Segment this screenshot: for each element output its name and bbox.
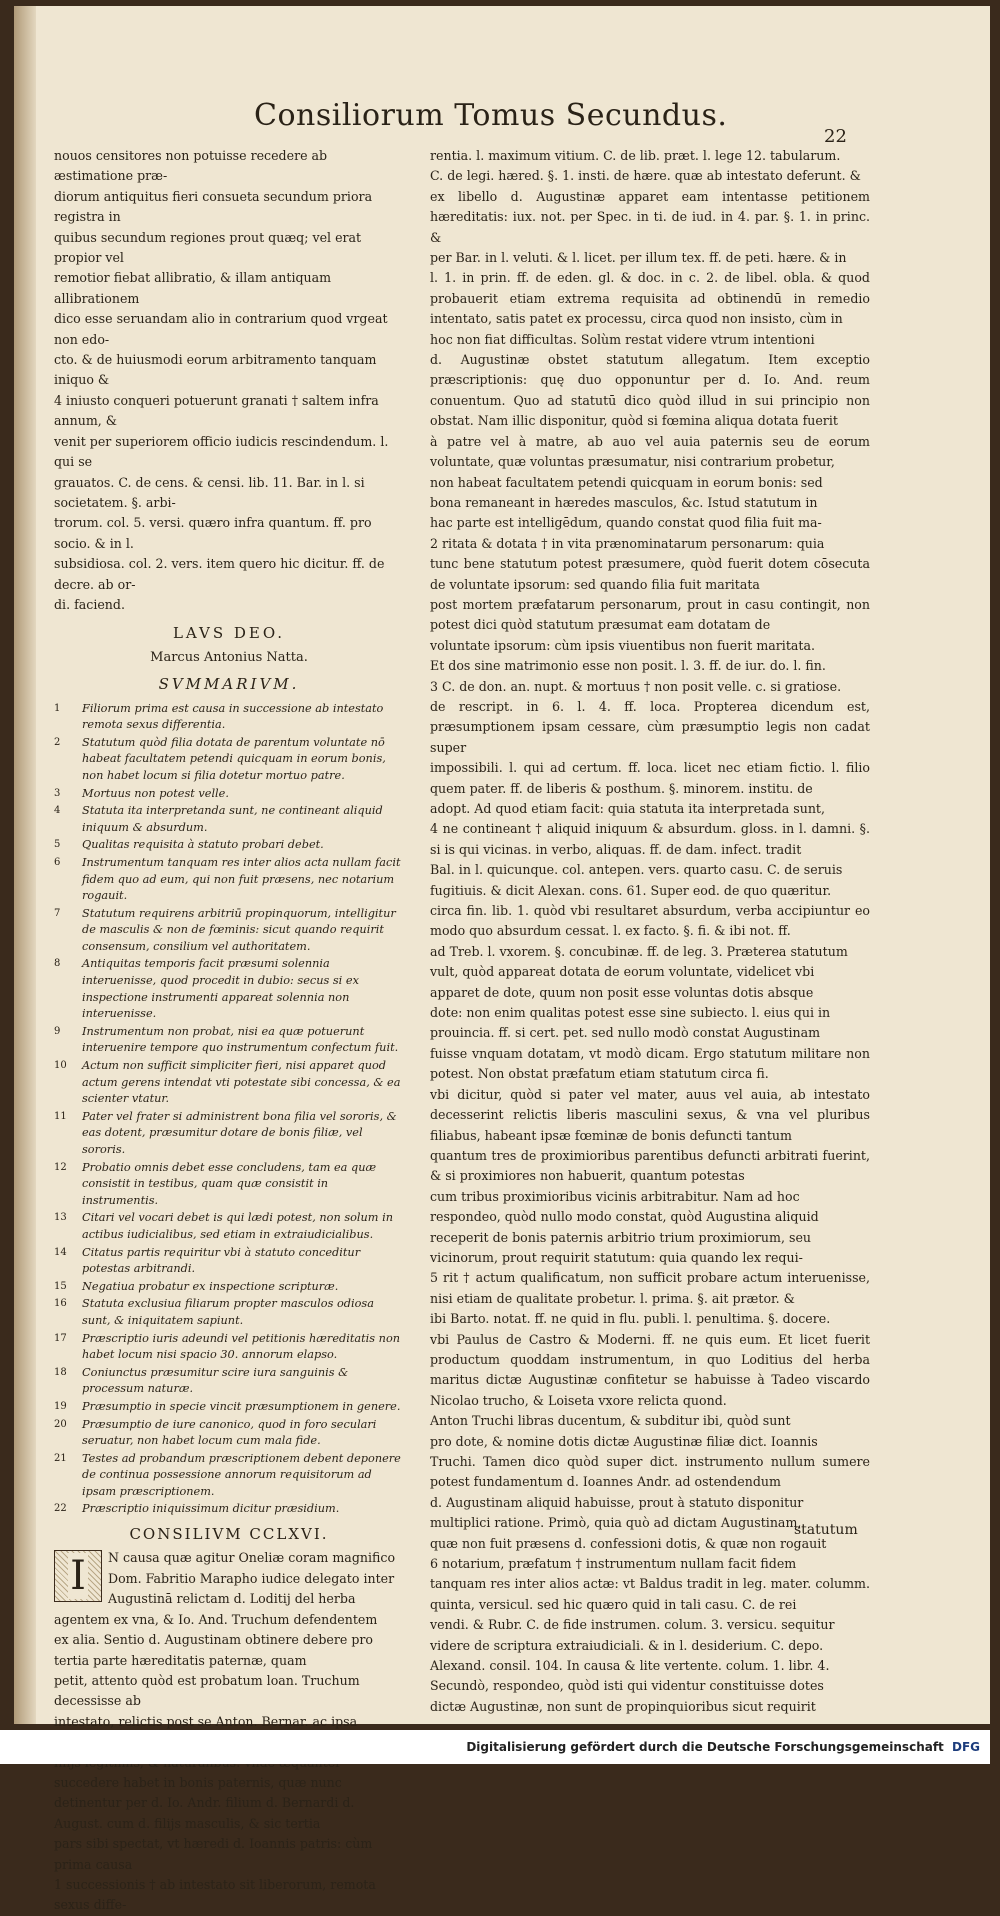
text-line: succedere habet in bonis paternis, quæ nunc detinentur per d. Io. Andr. filium d. Bernardi d. August. cum d. filijs masculis, & sic tertia [54, 1774, 355, 1831]
text-line: N causa quæ agitur Oneliæ coram magnifico [108, 1550, 396, 1566]
text-line: rentia. l. maximum vitium. C. de lib. præt. l. lege 12. tabularum. [430, 148, 841, 163]
catchword: statutum [794, 1522, 858, 1538]
text-line: di. faciend. [54, 596, 125, 612]
text-line: post mortem præfatarum personarum, prout in casu contingit, non potest dici quòd statutum præsumat eam dotatam de [430, 596, 870, 633]
summarium-item [54, 837, 404, 854]
right-column [430, 146, 870, 1717]
summarium-number: 22 [54, 1503, 67, 1515]
summarium-item [54, 1245, 404, 1278]
text-line: quæ non fuit præsens d. confessioni dotis, & quæ non rogauit [430, 1535, 827, 1551]
summarium-text: Citari vel vocari debet is qui lædi potest, non solum in actibus iudicialibus, sed etiam in extraiudicialibus. [82, 1211, 394, 1241]
text-line: ex alia. Sentio d. Augustinam obtinere debere pro tertia parte hæreditatis paternæ, quam [54, 1632, 374, 1668]
text-line: 5 rit † actum qualificatum, non sufficit probare actum interuenisse, nisi etiam de qualitate probetur. l. prima. §. ait prætor. & [430, 1270, 870, 1306]
text-line: Et dos sine matrimonio esse non posit. l. 3. ff. de iur. do. l. fin. [430, 658, 826, 674]
text-line: diorum antiquitus fieri consueta secundum priora registra in [54, 188, 373, 225]
summarium-text: Præsumptio de iure canonico, quod in foro seculari seruatur, non habet locum cum mala fide. [82, 1417, 377, 1448]
text-line: quantum tres de proximioribus parentibus defuncti arbitrati fuerint, & si proximiores non habuerit, quantum potestas [430, 1147, 870, 1184]
summarium-number: 20 [54, 1418, 67, 1430]
text-line: circa fin. lib. 1. quòd vbi resultaret absurdum, verba accipiuntur eo modo quo absurdum cessat. l. ex facto. §. fi. & ibi not. ff. [430, 903, 870, 939]
text-line: quibus secundum regiones prout quæq; vel erat propior vel [54, 229, 362, 266]
text-line: prouincia. ff. si cert. pet. sed nullo modò constat Augustinam [430, 1025, 821, 1041]
text-line: venit per superiorem officio iudicis rescindendum. l. qui se [54, 433, 389, 470]
summarium-text: Coniunctus præsumitur scire iura sanguinis & processum naturæ. [82, 1365, 349, 1396]
summarium-item [54, 1024, 404, 1057]
summarium-number: 4 [54, 805, 61, 817]
text-line: bona remaneant in hæredes masculos, &c. Istud statutum in [430, 494, 818, 510]
text-line: vicinorum, prout requirit statutum: quia quando lex requi- [430, 1249, 803, 1265]
text-line: respondeo, quòd nullo modo constat, quòd Augustina aliquid [430, 1209, 819, 1225]
text-line: 4 iniusto conqueri potuerunt granati † saltem infra annum, & [54, 392, 379, 429]
summarium-number: 6 [54, 856, 61, 868]
text-line: pro dote, & nomine dotis dictæ Augustinæ filiæ dict. Ioannis [430, 1433, 818, 1449]
summarium-text: Instrumentum non probat, nisi ea quæ potuerunt interuenire tempore quo instrumentum confectum fuit. [82, 1024, 399, 1055]
text-line: cto. & de huiusmodi eorum arbitramento tanquam iniquo & [54, 352, 377, 388]
running-title: Consiliorum Tomus Secundus. [254, 98, 728, 133]
left-column-text [54, 146, 404, 615]
summarium-number: 19 [54, 1400, 67, 1412]
digitization-credit [0, 1730, 990, 1764]
summarium-number: 21 [54, 1452, 67, 1464]
summarium-item [54, 735, 404, 785]
text-line: per Bar. in l. veluti. & l. licet. per illum tex. ff. de peti. hære. & in [430, 250, 847, 266]
text-line: de rescript. in 6. l. 4. ff. loca. Propterea dicendum est, præsumptionem ipsam cessare, cùm præsumptio legis non cadat super [430, 698, 870, 755]
summarium-text: Statutum requirens arbitriū propinquorum, intelligitur de masculis & non de fœminis: sicut quando requirit consensum, consilium vel authoritatem. [82, 906, 396, 953]
text-line: Augustinā relictam d. Loditij del herba agentem ex vna, & Io. And. Truchum defendentem [54, 1591, 378, 1627]
summarium-number: 9 [54, 1025, 61, 1037]
text-line: non habeat facultatem petendi quicquam in eorum bonis: sed [430, 474, 823, 490]
text-line: Alexand. consil. 104. In causa & lite vertente. colum. 1. libr. 4. [430, 1658, 830, 1674]
summarium-number: 1 [54, 702, 61, 714]
page-gutter [14, 6, 36, 1724]
decorated-initial: I [54, 1550, 102, 1602]
text-line: ex libello d. Augustinæ apparet eam intentasse petitionem hæreditatis: iux. not. per Spec. in ti. de iud. in 4. par. §. 1. in princ. & [430, 188, 870, 245]
text-line: fuisse vnquam dotatam, vt modò dicam. Ergo statutum militare non potest. Non obstat præfatum etiam statutum circa fi. [430, 1045, 870, 1082]
text-line: à patre vel à matre, ab auo vel auia paternis seu de eorum voluntate, quæ voluntas præsumatur, nisi contrarium probetur, [430, 433, 870, 470]
text-line: voluntate ipsorum: cùm ipsis viuentibus non fuerit maritata. [430, 637, 815, 653]
text-line: subsidiosa. col. 2. vers. item quero hic dicitur. ff. de decre. ab or- [54, 556, 385, 592]
right-column-text [430, 146, 870, 1717]
text-line: dictæ Augustinæ, non sunt de propinquioribus sicut requirit [430, 1698, 816, 1714]
text-line: receperit de bonis paternis arbitrio trium proximiorum, seu [430, 1229, 812, 1245]
text-line: vbi dicitur, quòd si pater vel mater, auus vel auia, ab intestato decesserint relictis liberis masculini sexus, & vna vel pluribus filiabus, habeant ipsæ fœminæ de bonis defuncti tantum [430, 1086, 870, 1143]
summarium-number: 14 [54, 1246, 67, 1258]
summarium-number: 10 [54, 1060, 67, 1072]
text-line: l. 1. in prin. ff. de eden. gl. & doc. in c. 2. de libel. obla. & quod probauerit etiam extrema requisita ad obtinendū in remedio intentato, satis patet ex processu, circa quod non insisto, cùm in [430, 270, 870, 327]
text-line: cum tribus proximioribus vicinis arbitrabitur. Nam ad hoc [430, 1188, 800, 1204]
text-line: vendi. & Rubr. C. de fide instrumen. colum. 3. versicu. sequitur [430, 1617, 835, 1633]
text-line: hoc non fiat difficultas. Solùm restat videre vtrum intentioni [430, 331, 815, 347]
summarium-number: 13 [54, 1212, 67, 1224]
summarium-text: Mortuus non potest velle. [82, 786, 229, 800]
summarium-text: Præsumptio in specie vincit præsumptionem in genere. [82, 1399, 401, 1413]
summarium-item [54, 1296, 404, 1329]
summarium-text: Testes ad probandum præscriptionem debent deponere de continua possessione annorum requisitorum ad ipsam præscriptionem. [82, 1451, 401, 1498]
summarium-text: Præscriptio iuris adeundi vel petitionis hæreditatis non habet locum nisi spacio 30. annorum elapso. [82, 1331, 401, 1362]
author-name: Marcus Antonius Natta. [150, 649, 308, 665]
summarium-number: 17 [54, 1332, 67, 1344]
summarium-item [54, 1399, 404, 1416]
summarium-number: 16 [54, 1298, 67, 1310]
text-line: intestato, relictis post se Anton. Bernar. ac ipsa [54, 1713, 358, 1729]
summarium-text: Statuta ita interpretanda sunt, ne contineant aliquid iniquum & absurdum. [82, 804, 383, 834]
text-line: hac parte est intelligēdum, quando constat quod filia fuit ma- [430, 515, 822, 531]
text-line: pars sibi spectat, vt hæredi d. Ioannis patris: cùm prima causa [54, 1836, 373, 1872]
text-line: nouos censitores non potuisse recedere ab æstimatione præ- [54, 148, 328, 184]
summarium-item [54, 855, 404, 905]
summarium-item [54, 786, 404, 803]
left-column [54, 146, 404, 1916]
text-line: vbi Paulus de Castro & Moderni. ff. ne quis eum. Et licet fuerit productum quoddam instrumentum, in quo Loditius del herba maritus dictæ Augustinæ confitetur se habuisse à Tadeo viscardo Nicolao trucho, & Loiseta vxore relicta quond. [430, 1331, 870, 1408]
summarium-item [54, 1365, 404, 1398]
text-line: Dom. Fabritio Marapho iudice delegato inter [108, 1570, 395, 1586]
text-line: dote: non enim qualitas potest esse sine subiecto. l. eius qui in [430, 1005, 831, 1021]
summarium-text: Qualitas requisita à statuto probari debet. [82, 838, 324, 852]
text-line: Truchi. Tamen dico quòd super dict. instrumento nullum sumere potest fundamentum d. Ioannes Andr. ad ostendendum [430, 1454, 870, 1490]
text-line: videre de scriptura extraiudiciali. & in l. desiderium. C. depo. [430, 1637, 824, 1653]
text-line: tanquam res inter alios actæ: vt Baldus tradit in leg. mater. columm. quinta, versicul. sed hic quæro quid in tali casu. C. de rei [430, 1576, 870, 1612]
summarium-item [54, 803, 404, 836]
text-line: 3 C. de don. an. nupt. & mortuus † non posit velle. c. si gratiose. [430, 678, 842, 694]
laus-deo: LAVS DEO. [172, 624, 286, 643]
summarium-number: 5 [54, 839, 61, 851]
text-line: impossibili. l. qui ad certum. ff. loca. licet nec etiam fictio. l. filio quem pater. ff. de liberis & posthum. §. minorem. institu. de [430, 760, 870, 796]
text-line: 6 notarium, præfatum † instrumentum nullam facit fidem [430, 1556, 797, 1572]
summarium-item [54, 701, 404, 734]
text-line: fugitiuis. & dicit Alexan. cons. 61. Super eod. de quo quæritur. [430, 882, 832, 898]
text-line: 2 ritata & dotata † in vita prænominatarum personarum: quia [430, 535, 825, 551]
summarium-number: 3 [54, 787, 61, 799]
summarium-number: 11 [54, 1110, 67, 1122]
text-line: adopt. Ad quod etiam facit: quia statuta ita interpretada sunt, [430, 801, 825, 816]
dfg-logo: DFG [951, 1740, 980, 1754]
summarium-text: Antiquitas temporis facit præsumi solennia interuenisse, quod procedit in dubio: secus si ex inspectione instrumenti appareat solennia non interuenisse. [82, 957, 359, 1021]
summarium-list [54, 701, 404, 1519]
text-line: apparet de dote, quum non posit esse voluntas dotis absque [430, 984, 814, 1000]
text-line: 1 successionis † ab intestato sit liberorum, remota sexus diffe- [54, 1876, 376, 1913]
text-line: d. Augustinæ obstet statutum allegatum. Item exceptio præscriptionis: quę duo opponuntur per d. Io. And. reum conuentum. Quo ad statutū dico quòd illud in sui principio non obstat. Nam illic disponitur, quòd si fœmina aliqua dotata fuerit [430, 352, 870, 429]
summarium-item [54, 1109, 404, 1159]
summarium-text: Actum non sufficit simpliciter fieri, nisi apparet quod actum gerens intendat vti potestate sibi concessa, & ea scienter vtatur. [82, 1059, 401, 1106]
summarium-number: 15 [54, 1280, 67, 1292]
summarium-text: Citatus partis requiritur vbi à statuto conceditur potestas arbitrandi. [82, 1245, 361, 1276]
summarium-number: 12 [54, 1161, 67, 1173]
text-line: Bal. in l. quicunque. col. antepen. vers. quarto casu. C. de seruis [430, 862, 843, 878]
text-line: trorum. col. 5. versi. quæro infra quantum. ff. pro socio. & in l. [54, 515, 372, 551]
summarium-text: Negatiua probatur ex inspectione scripturæ. [82, 1279, 339, 1293]
credit-text: Digitalisierung gefördert durch die Deutsche Forschungsgemeinschaft [466, 1740, 944, 1754]
summarium-text: Statuta exclusiua filiarum propter masculos odiosa sunt, & iniquitatem sapiunt. [82, 1297, 374, 1327]
summarium-item [54, 1160, 404, 1210]
text-line: C. de legi. hæred. §. 1. insti. de hære. quæ ab intestato deferunt. & [430, 168, 861, 184]
summarium-item [54, 1501, 404, 1518]
text-line: vult, quòd appareat dotata de eorum voluntate, videlicet vbi [430, 964, 815, 980]
summarium-text: Probatio omnis debet esse concludens, tam ea quæ consistit in testibus, quam quæ consistit in instrumentis. [82, 1160, 377, 1207]
text-line: ibi Barto. notat. ff. ne quid in flu. publi. l. penultima. §. docere. [430, 1311, 831, 1327]
summarium-number: 7 [54, 907, 61, 919]
summarium-item [54, 1451, 404, 1501]
text-line: ad Treb. l. vxorem. §. concubinæ. ff. de leg. 3. Præterea statutum [430, 943, 848, 959]
text-line: multiplici ratione. Primò, quia quò ad dictam Augustinam, [430, 1515, 802, 1531]
summarium-item [54, 906, 404, 956]
summarium-item [54, 1331, 404, 1364]
summarium-number: 2 [54, 736, 61, 748]
consilium-title: CONSILIVM CCLXVI. [129, 1525, 329, 1544]
summarium-number: 18 [54, 1366, 67, 1378]
folio-number: 22 [824, 126, 847, 147]
summarium-number: 8 [54, 958, 61, 970]
text-line: Anton Truchi libras ducentum, & subditur ibi, quòd sunt [430, 1413, 791, 1429]
summarium-text: Filiorum prima est causa in successione ab intestato remota sexus differentia. [82, 701, 384, 732]
text-line: tunc bene statutum potest præsumere, quòd fuerit dotem cōsecuta de voluntate ipsorum: sed quando filia fuit maritata [430, 556, 870, 592]
text-line: dico esse seruandam alio in contrarium quod vrgeat non edo- [54, 311, 388, 347]
summarium-item [54, 1058, 404, 1108]
text-line: petit, attento quòd est probatum loan. Truchum decessisse ab [54, 1672, 360, 1709]
summarium-item [54, 1417, 404, 1450]
text-line: d. Augustinam aliquid habuisse, prout à statuto disponitur [430, 1494, 804, 1510]
summarium-text: Instrumentum tanquam res inter alios acta nullam facit fidem quo ad eum, qui non fuit præsens, nec notarium rogauit. [82, 855, 401, 903]
summarium-text: Statutum quòd filia dotata de parentum voluntate nō habeat facultatem petendi quicquam in eorum bonis, non habet locum si filia dotetur mortuo patre. [82, 735, 386, 782]
text-line: 4 ne contineant † aliquid iniquum & absurdum. gloss. in l. damni. §. si is qui vicinas. in verbo, aliquas. ff. de dam. infect. tradit [430, 821, 870, 857]
summarium-text: Præscriptio iniquissimum dicitur præsidium. [82, 1502, 340, 1516]
summarium-item [54, 1210, 404, 1243]
summarium-text: Pater vel frater si administrent bona filia vel sororis, & eas dotent, præsumitur dotare de bonis filiæ, vel sororis. [82, 1109, 397, 1156]
text-line: remotior fiebat allibratio, & illam antiquam allibrationem [54, 270, 332, 306]
text-line: grauatos. C. de cens. & censi. lib. 11. Bar. in l. si societatem. §. arbi- [54, 474, 365, 510]
summarium-title: SVMMARIVM. [158, 675, 300, 694]
summarium-item [54, 956, 404, 1022]
summarium-item [54, 1279, 404, 1296]
text-line: Secundò, respondeo, quòd isti qui videntur constituisse dotes [430, 1678, 824, 1694]
